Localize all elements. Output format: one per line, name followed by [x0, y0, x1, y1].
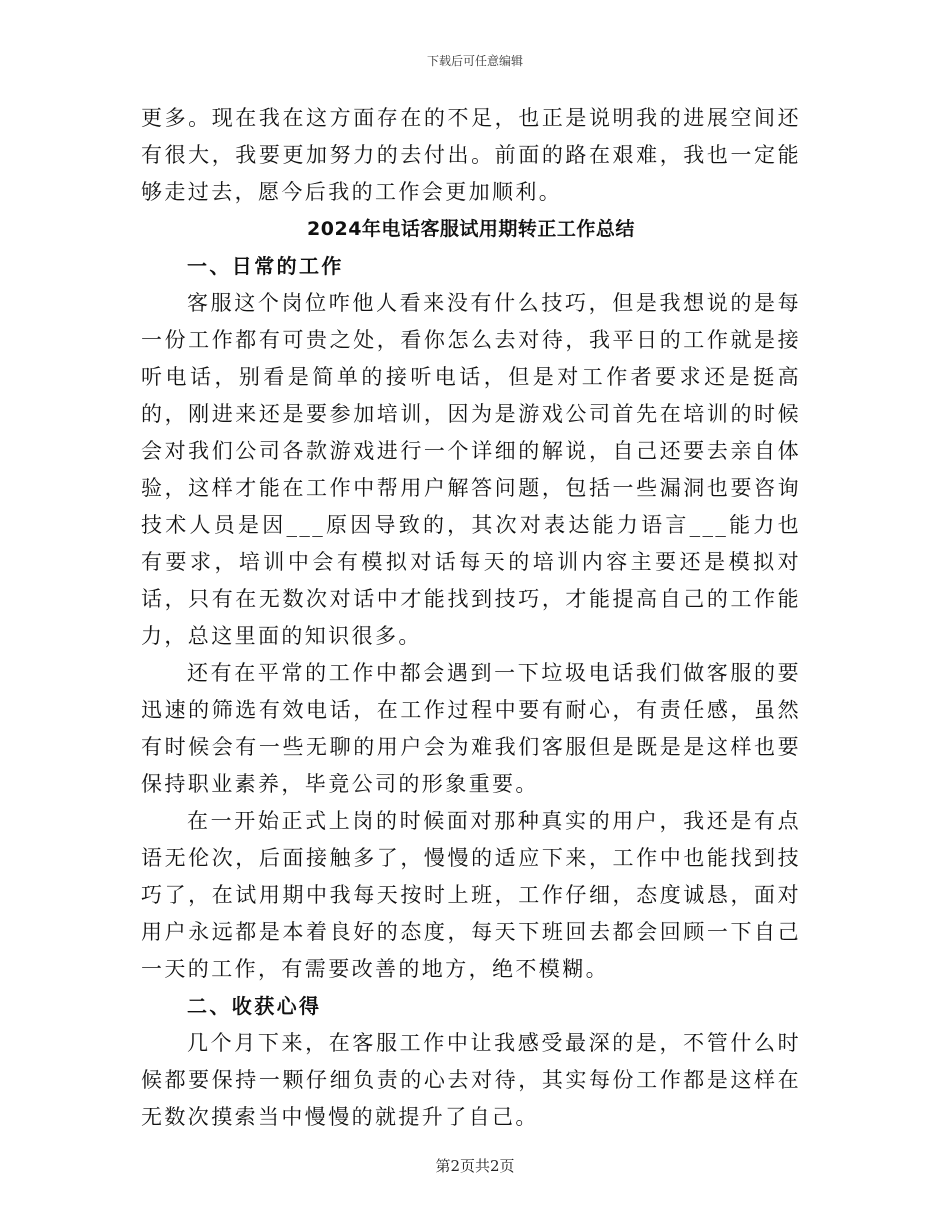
paragraph-daily-work-1: 客服这个岗位咋他人看来没有什么技巧，但是我想说的是每一份工作都有可贵之处，看你怎么去对待，我平日的工作就是接听电话，别看是简单的接听电话，但是对工作者要求还是挺高的，刚进来还是要参加培训，因为是游戏公司首先在培训的时候会对我们公司各款游戏进行一个详细的解说，自己还要去亲自体验，这样才能在工作中帮用户解答问题，包括一些漏洞也要咨询技术人员是因___原因导致的，其次对表达能力语言___能力也有要求，培训中会有模拟对话每天的培训内容主要还是模拟对话，只有在无数次对话中才能找到技巧，才能提高自己的工作能力，总这里面的知识很多。	[141, 291, 801, 648]
page-header: 下载后可任意编辑	[426, 54, 523, 68]
document-title: 2024年电话客服试用期转正工作总结	[307, 218, 635, 240]
section-heading-daily-work: 一、日常的工作	[187, 254, 344, 278]
paragraph-daily-work-2: 还有在平常的工作中都会遇到一下垃圾电话我们做客服的要迅速的筛选有效电话，在工作过程中要有耐心，有责任感，虽然有时候会有一些无聊的用户会为难我们客服但是既是是这样也要保持职业素养，毕竟公司的形象重要。	[141, 661, 801, 796]
paragraph-gains: 几个月下来，在客服工作中让我感受最深的是，不管什么时候都要保持一颗仔细负责的心去对待，其实每份工作都是这样在无数次摸索当中慢慢的就提升了自己。	[141, 1031, 801, 1129]
section-heading-gains: 二、收获心得	[187, 994, 322, 1018]
document-body	[141, 100, 801, 1136]
page-footer: 第2页共2页	[435, 1157, 515, 1175]
paragraph-continued: 更多。现在我在这方面存在的不足，也正是说明我的进展空间还有很大，我要更加努力的去付出。前面的路在艰难，我也一定能够走过去，愿今后我的工作会更加顺利。	[141, 106, 801, 204]
paragraph-daily-work-3: 在一开始正式上岗的时候面对那种真实的用户，我还是有点语无伦次，后面接触多了，慢慢的适应下来，工作中也能找到技巧了，在试用期中我每天按时上班，工作仔细，态度诚恳，面对用户永远都是本着良好的态度，每天下班回去都会回顾一下自己一天的工作，有需要改善的地方，绝不模糊。	[141, 809, 801, 981]
